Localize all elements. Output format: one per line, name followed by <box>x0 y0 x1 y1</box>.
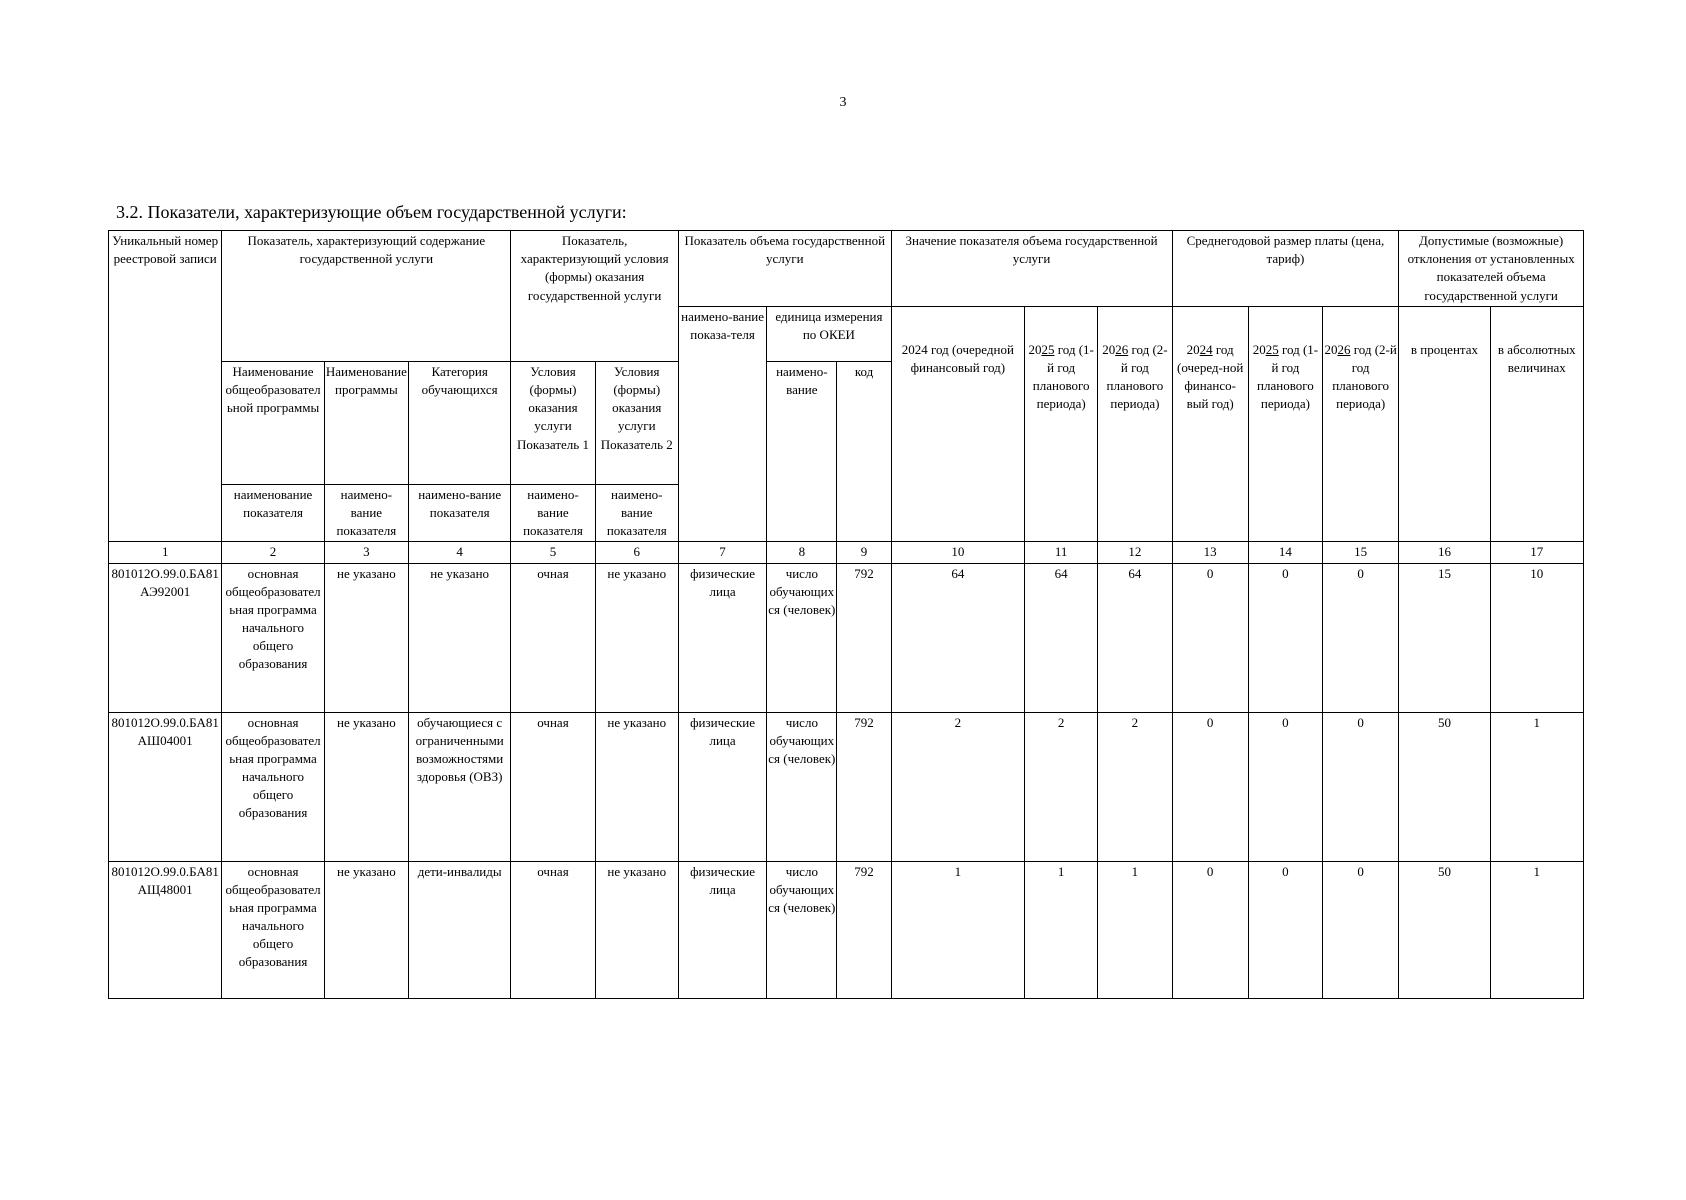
table-row <box>109 861 1584 998</box>
cell-f2025: 0 <box>1248 712 1322 861</box>
header-ind-name-c: наимено-вание показателя <box>409 484 511 542</box>
header-okei-unit: единица измерения по ОКЕИ <box>767 306 891 361</box>
cell-category: дети-инвалиды <box>409 861 511 998</box>
header-dev-absolute: в абсолютных величинах <box>1490 306 1583 542</box>
column-number: 12 <box>1098 542 1172 563</box>
column-number: 8 <box>767 542 837 563</box>
cell-program-name: основная общеобразовательная программа начального общего образования <box>222 861 324 998</box>
vol-year2-suffix: год (1-й год планового периода) <box>1032 341 1094 412</box>
cell-program: не указано <box>324 563 408 712</box>
column-number: 14 <box>1248 542 1322 563</box>
header-sub-cond1: Условия (формы) оказания услуги Показатель 1 <box>511 361 595 484</box>
header-content-indicator: Показатель, характеризующий содержание государственной услуги <box>222 231 511 362</box>
cell-v2025: 1 <box>1025 861 1098 998</box>
header-unique-number: Уникальный номер реестровой записи <box>109 231 222 542</box>
cell-program: не указано <box>324 861 408 998</box>
cell-v2026: 1 <box>1098 861 1172 998</box>
column-number: 4 <box>409 542 511 563</box>
cell-v2024: 1 <box>891 861 1024 998</box>
column-number: 5 <box>511 542 595 563</box>
volume-indicators-table <box>108 230 1584 999</box>
header-dev-percent: в процентах <box>1399 306 1490 542</box>
header-deviations: Допустимые (возможные) отклонения от установленных показателей объема государственной услуги <box>1399 231 1584 307</box>
cell-v2025: 2 <box>1025 712 1098 861</box>
vol-year2-prefix: 20 <box>1028 341 1042 357</box>
cell-v2026: 2 <box>1098 712 1172 861</box>
cell-cond1: очная <box>511 563 595 712</box>
cell-code: 792 <box>837 861 891 998</box>
header-ind-name-d: наимено-вание показателя <box>511 484 595 542</box>
page-number: 3 <box>839 95 847 110</box>
header-sub-program: Наименование программы <box>324 361 408 484</box>
header-vol-year-2026 <box>1098 306 1172 542</box>
vol-year3-year: 26 <box>1115 341 1129 357</box>
cell-indicator: физические лица <box>678 563 766 712</box>
table-row <box>109 563 1584 712</box>
header-conditions-indicator: Показатель, характеризующий условия (формы) оказания государственной услуги <box>511 231 679 362</box>
fee-year1-prefix: 20 <box>1186 341 1200 357</box>
fee-year3-suffix: год (2-й год планового периода) <box>1332 341 1397 412</box>
header-indicator-name: наимено-вание показа-теля <box>678 306 766 542</box>
cell-unit: число обучающихся (человек) <box>767 861 837 998</box>
vol-year3-prefix: 20 <box>1102 341 1116 357</box>
cell-code: 792 <box>837 712 891 861</box>
column-number: 1 <box>109 542 222 563</box>
column-number: 3 <box>324 542 408 563</box>
vol-year3-suffix: год (2-й год планового периода) <box>1106 341 1168 412</box>
fee-year3-prefix: 20 <box>1324 341 1338 357</box>
cell-f2024: 0 <box>1172 712 1248 861</box>
header-fee-year-2025 <box>1248 306 1322 542</box>
fee-year1-suffix: год (очеред-ной финансо-вый год) <box>1177 341 1244 412</box>
header-sub-category: Категория обучающихся <box>409 361 511 484</box>
header-fee-year-2024 <box>1172 306 1248 542</box>
cell-dev-pct: 15 <box>1399 563 1490 712</box>
cell-cond2: не указано <box>595 712 678 861</box>
column-number: 10 <box>891 542 1024 563</box>
cell-v2024: 64 <box>891 563 1024 712</box>
cell-dev-pct: 50 <box>1399 861 1490 998</box>
cell-dev-abs: 1 <box>1490 712 1583 861</box>
cell-cond1: очная <box>511 861 595 998</box>
header-volume-indicator: Показатель объема государственной услуги <box>678 231 891 307</box>
cell-category: не указано <box>409 563 511 712</box>
cell-f2026: 0 <box>1323 563 1399 712</box>
fee-year2-suffix: год (1-й год планового периода) <box>1257 341 1319 412</box>
cell-f2026: 0 <box>1323 861 1399 998</box>
cell-dev-abs: 1 <box>1490 861 1583 998</box>
fee-year2-prefix: 20 <box>1252 341 1266 357</box>
header-vol-year-2024: 2024 год (очередной финансовый год) <box>891 306 1024 542</box>
cell-f2024: 0 <box>1172 861 1248 998</box>
header-ind-name-e: наимено-вание показателя <box>595 484 678 542</box>
cell-f2024: 0 <box>1172 563 1248 712</box>
column-number: 17 <box>1490 542 1583 563</box>
section-title: 3.2. Показатели, характеризующие объем государственной услуги: <box>116 202 627 222</box>
cell-v2024: 2 <box>891 712 1024 861</box>
column-number: 15 <box>1323 542 1399 563</box>
cell-category: обучающиеся с ограниченными возможностями здоровья (ОВЗ) <box>409 712 511 861</box>
header-avg-fee: Среднегодовой размер платы (цена, тариф) <box>1172 231 1399 307</box>
header-fee-year-2026 <box>1323 306 1399 542</box>
cell-code: 792 <box>837 563 891 712</box>
column-number: 16 <box>1399 542 1490 563</box>
cell-program-name: основная общеобразовательная программа начального общего образования <box>222 712 324 861</box>
cell-f2025: 0 <box>1248 563 1322 712</box>
table-row <box>109 712 1584 861</box>
header-sub-cond2: Условия (формы) оказания услуги Показатель 2 <box>595 361 678 484</box>
cell-registry-id: 801012О.99.0.БА81АЩ48001 <box>109 861 222 998</box>
cell-dev-pct: 50 <box>1399 712 1490 861</box>
header-volume-value: Значение показателя объема государственной услуги <box>891 231 1172 307</box>
column-number: 2 <box>222 542 324 563</box>
header-ind-name-a: наименование показателя <box>222 484 324 542</box>
cell-f2025: 0 <box>1248 861 1322 998</box>
cell-indicator: физические лица <box>678 861 766 998</box>
column-number: 13 <box>1172 542 1248 563</box>
cell-dev-abs: 10 <box>1490 563 1583 712</box>
vol-year2-year: 25 <box>1041 341 1055 357</box>
cell-cond2: не указано <box>595 861 678 998</box>
cell-v2025: 64 <box>1025 563 1098 712</box>
cell-cond2: не указано <box>595 563 678 712</box>
header-okei-code: код <box>837 361 891 542</box>
column-number: 11 <box>1025 542 1098 563</box>
cell-unit: число обучающихся (человек) <box>767 563 837 712</box>
cell-program: не указано <box>324 712 408 861</box>
column-number: 6 <box>595 542 678 563</box>
cell-v2026: 64 <box>1098 563 1172 712</box>
header-sub-program-name: Наименование общеобразовательной программы <box>222 361 324 484</box>
cell-unit: число обучающихся (человек) <box>767 712 837 861</box>
fee-year2-year: 25 <box>1265 341 1279 357</box>
cell-registry-id: 801012О.99.0.БА81АШ04001 <box>109 712 222 861</box>
header-ind-name-b: наимено-вание показателя <box>324 484 408 542</box>
column-number: 9 <box>837 542 891 563</box>
cell-cond1: очная <box>511 712 595 861</box>
header-vol-year-2025 <box>1025 306 1098 542</box>
fee-year3-year: 26 <box>1337 341 1351 357</box>
column-numbers-row <box>109 542 1584 563</box>
cell-indicator: физические лица <box>678 712 766 861</box>
cell-registry-id: 801012О.99.0.БА81АЭ92001 <box>109 563 222 712</box>
cell-program-name: основная общеобразовательная программа начального общего образования <box>222 563 324 712</box>
header-okei-name: наимено-вание <box>767 361 837 542</box>
cell-f2026: 0 <box>1323 712 1399 861</box>
fee-year1-year: 24 <box>1199 341 1213 357</box>
column-number: 7 <box>678 542 766 563</box>
